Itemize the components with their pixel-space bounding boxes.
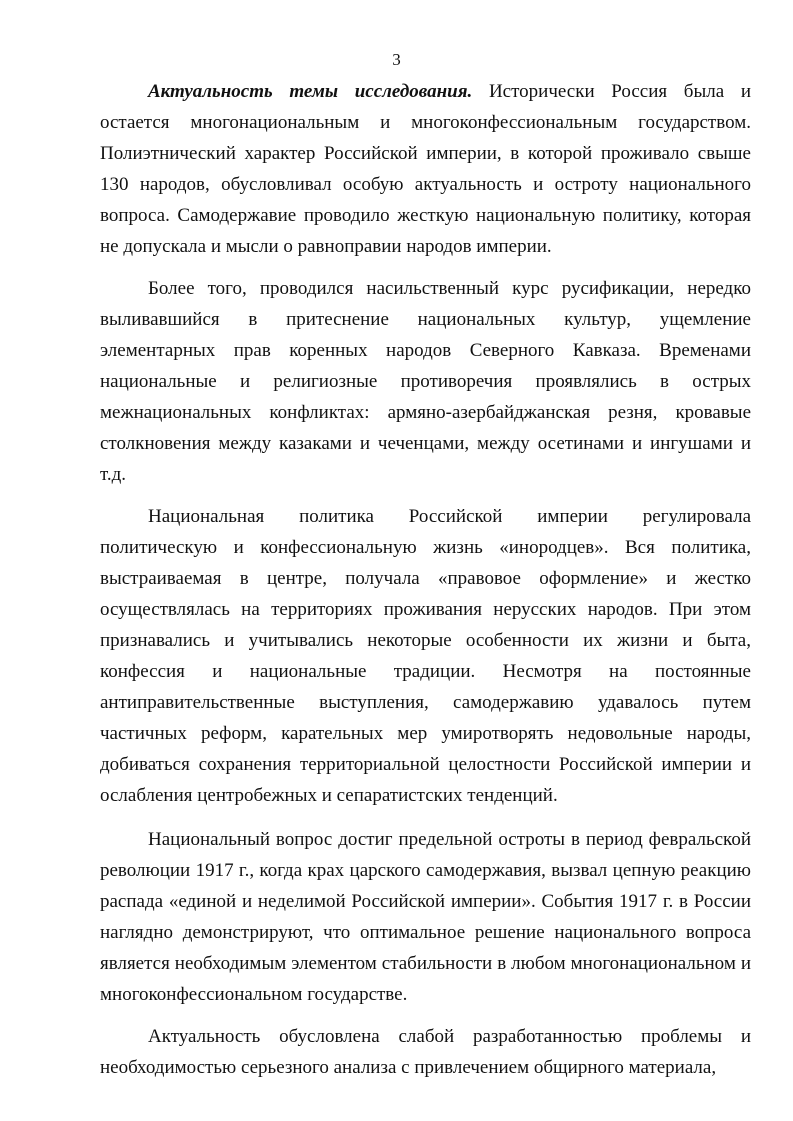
page-number: 3: [392, 50, 401, 69]
paragraph-text: Исторически Россия была и остается многонациональным и многоконфессиональным государством. Полиэтнический характер Российской империи, в которой проживало свыше 130 народов, обусловливал особую актуальность и остроту национального вопроса. Самодержавие проводило жесткую национальную политику, которая не допускала и мысли о равноправии народов империи.: [100, 81, 751, 257]
paragraph-relevance-intro: [100, 76, 751, 262]
paragraph-relevance-justification: Актуальность обусловлена слабой разработанностью проблемы и необходимостью серьезного анализа с привлечением общирного материала,: [100, 1026, 751, 1078]
section-lead-heading: Актуальность темы исследования.: [148, 81, 473, 102]
document-body: [100, 76, 751, 1083]
paragraph-russification: Более того, проводился насильственный курс русификации, нередко выливавшийся в притеснение национальных культур, ущемление элементарных прав коренных народов Северного Кавказа. Временами национальные и религиозные противоречия проявлялись в острых межнациональных конфликтах: армяно-азербайджанская резня, кровавые столкновения между казаками и чеченцами, между осетинами и ингушами и т.д.: [100, 278, 751, 485]
paragraph-national-policy: Национальная политика Российской империи регулировала политическую и конфессиональную жизнь «инородцев». Вся политика, выстраиваемая в центре, получала «правовое оформление» и жестко осуществлялась на территориях проживания нерусских народов. При этом признавались и учитывались некоторые особенности их жизни и быта, конфессия и национальные традиции. Несмотря на постоянные антиправительственные выступления, самодержавию удавалось путем частичных реформ, карательных мер умиротворять недовольные народы, добиваться сохранения территориальной целостности Российской империи и ослабления центробежных и сепаратистских тенденций.: [100, 506, 751, 806]
paragraph-national-question-1917: Национальный вопрос достиг предельной остроты в период февральской революции 1917 г., когда крах царского самодержавия, вызвал цепную реакцию распада «единой и неделимой Российской империи». События 1917 г. в России наглядно демонстрируют, что оптимальное решение национального вопроса является необходимым элементом стабильности в любом многонациональном и многоконфессиональном государстве.: [100, 829, 751, 1005]
